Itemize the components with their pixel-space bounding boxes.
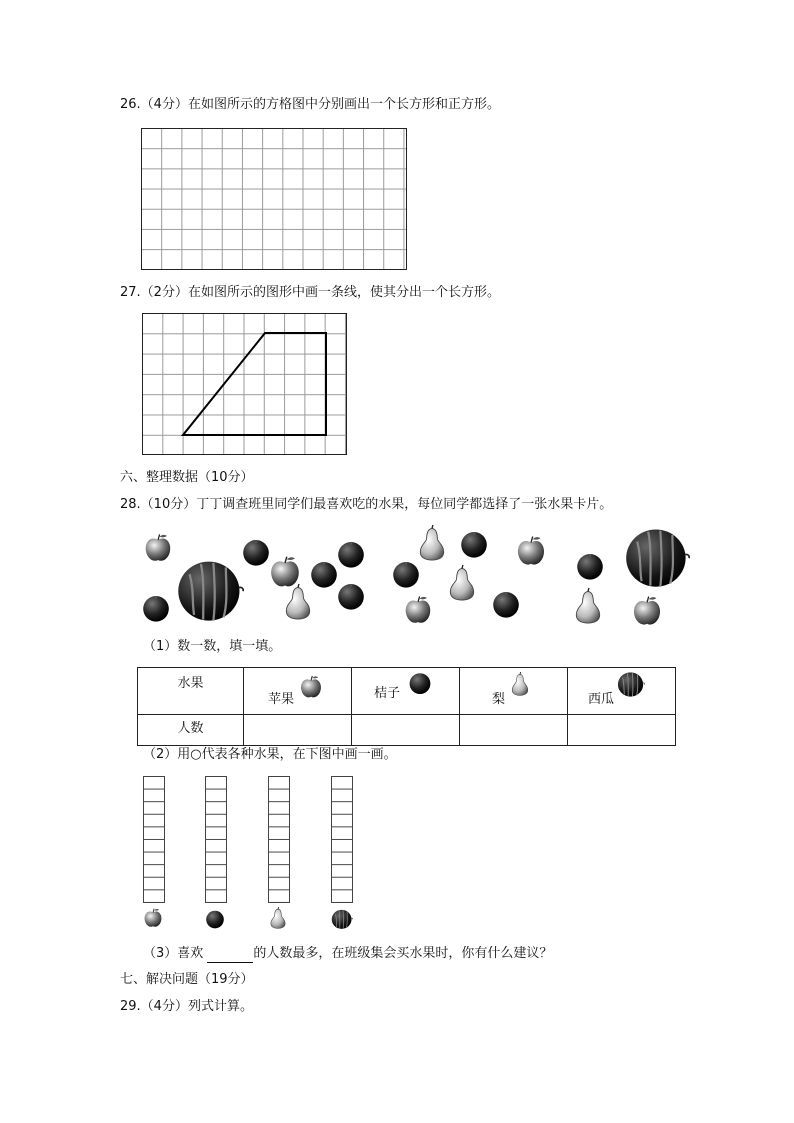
pear-icon [286,584,309,619]
tally-column-watermelon[interactable] [331,776,353,903]
apple-icon [406,596,431,622]
table-header-watermelon: 西瓜 [568,668,676,715]
orange-icon [577,554,603,580]
fruit-cards-illustration [130,520,710,632]
table-header-fruit: 水果 [138,668,244,715]
question-28-part-3: （3）喜欢 的人数最多，在班级集会买水果时，你有什么建议？ [143,946,553,961]
apple-icon [518,537,544,565]
tally-column-pear[interactable] [268,776,290,903]
section-6-heading: 六、整理数据（10分） [120,470,254,485]
question-28: 28.（10分）丁丁调查班里同学们最喜欢吃的水果，每位同学都选择了一张水果卡片。 [120,497,613,512]
table-cell-orange-count[interactable] [352,715,460,746]
fruit-count-table [137,667,676,746]
orange-icon [407,670,433,696]
orange-icon [204,908,226,930]
apple-icon [634,597,660,625]
pear-icon [576,588,599,623]
apple-icon [271,557,299,587]
question-26: 26.（4分）在如图所示的方格图中分别画出一个长方形和正方形。 [120,97,500,112]
watermelon-icon [616,670,646,698]
tally-column-apple[interactable] [143,776,165,903]
orange-icon [311,562,337,588]
pear-icon [267,904,289,932]
orange-icon [143,596,169,622]
answer-blank[interactable] [207,948,253,963]
orange-icon [461,532,487,558]
watermelon-icon [626,530,689,587]
apple-icon [142,906,164,932]
question-28-part-2: （2）用○代表各种水果，在下图中画一画。 [143,747,397,762]
table-header-pear: 梨 [460,668,568,715]
pear-icon [420,525,443,560]
pear-icon [450,565,473,600]
grid-paper-q26 [141,128,407,270]
question-28-part-1: （1）数一数，填一填。 [143,639,282,654]
table-header-orange: 桔子 [352,668,460,715]
question-29: 29.（4分）列式计算。 [120,999,253,1014]
pear-icon [508,670,532,698]
trapezoid-shape [142,313,347,455]
table-cell-watermelon-count[interactable] [568,715,676,746]
section-7-heading: 七、解决问题（19分） [120,972,254,987]
orange-icon [338,584,364,610]
apple-icon [298,674,324,700]
apple-icon [146,534,171,560]
table-header-apple: 苹果 [244,668,352,715]
table-cell-pear-count[interactable] [460,715,568,746]
orange-icon [243,540,269,566]
orange-icon [338,542,364,568]
orange-icon [393,562,419,588]
table-cell-apple-count[interactable] [244,715,352,746]
tally-column-orange[interactable] [205,776,227,903]
orange-icon [493,592,519,618]
table-row-label-count: 人数 [138,715,244,746]
watermelon-icon [178,562,243,621]
question-27: 27.（2分）在如图所示的图形中画一条线，使其分出一个长方形。 [120,285,500,300]
watermelon-icon [330,908,354,930]
